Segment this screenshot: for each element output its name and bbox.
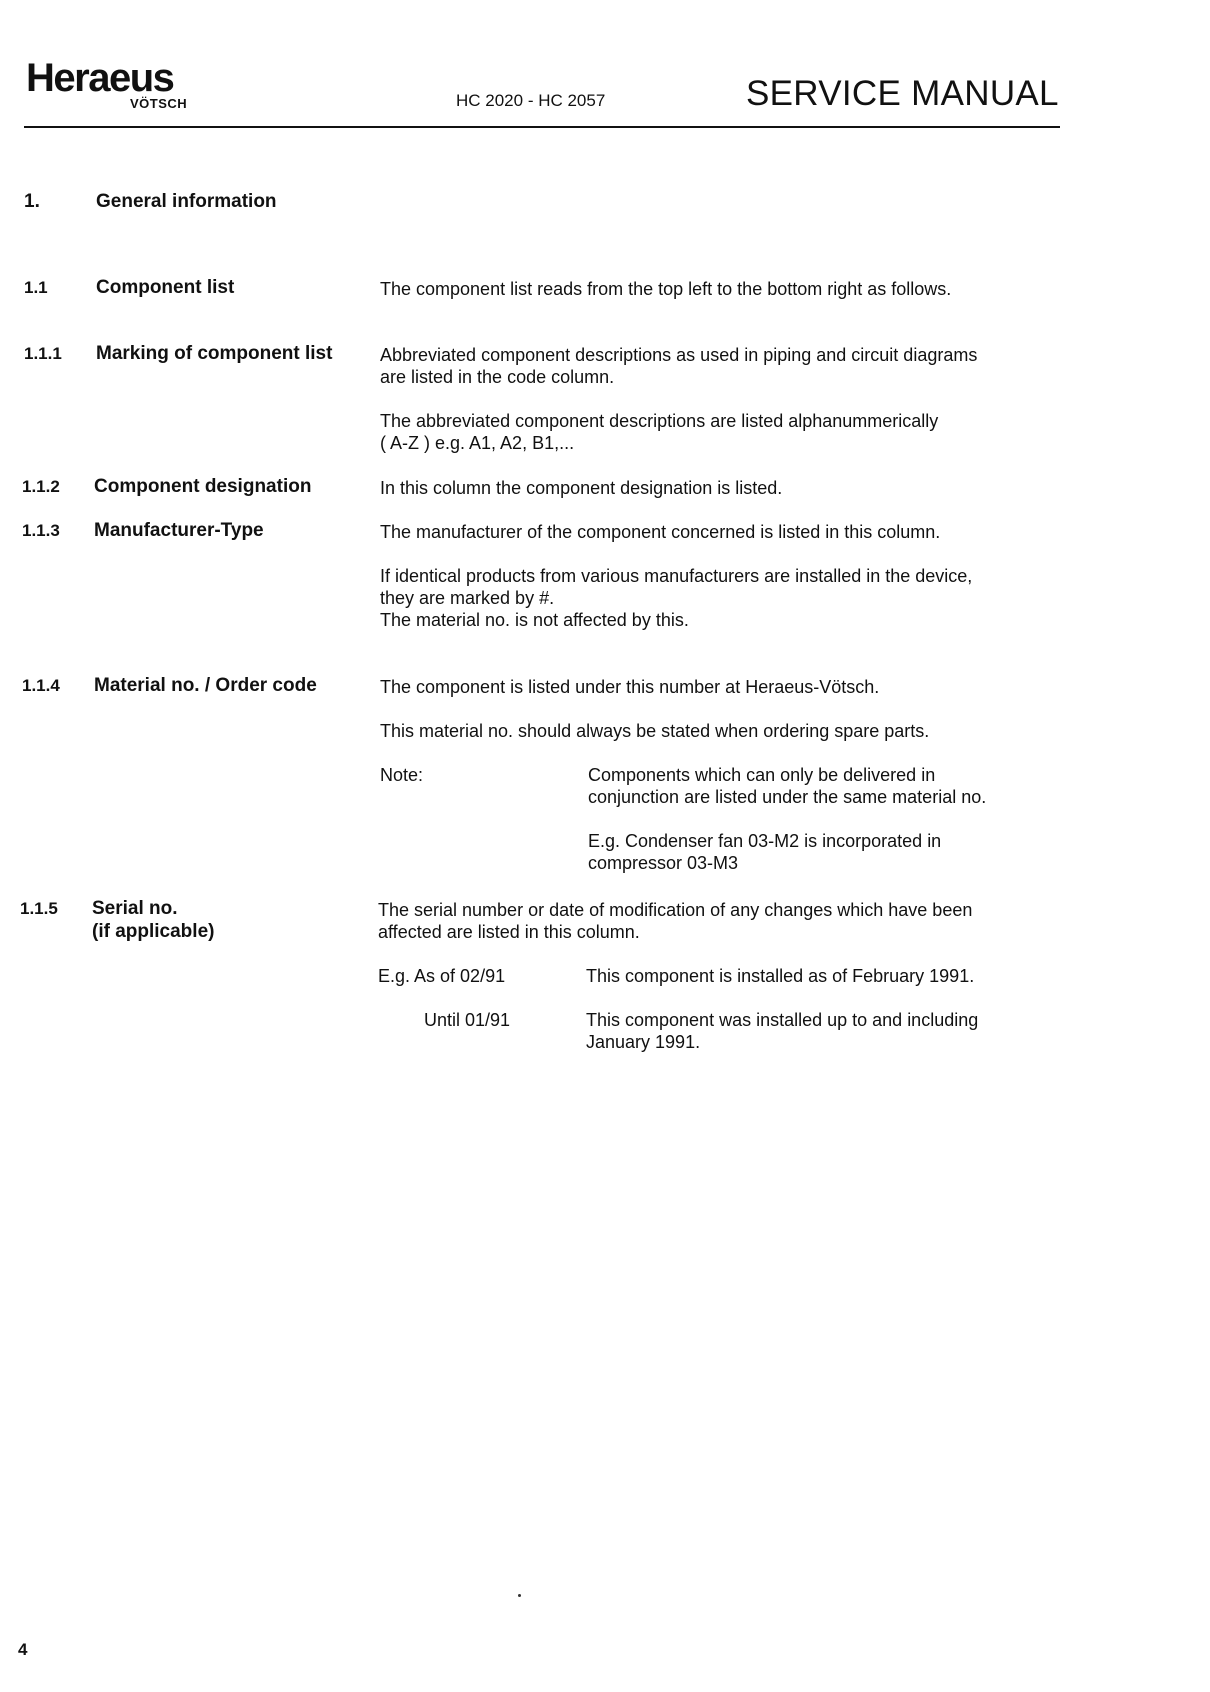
- note-text: conjunction are listed under the same material no.: [588, 787, 987, 807]
- item-text: This material no. should always be stated when ordering spare parts.: [380, 721, 930, 741]
- note-text: Components which can only be delivered in: [588, 765, 936, 785]
- item-title: Serial no.: [92, 898, 178, 919]
- page-number: 4: [18, 1640, 28, 1659]
- manual-title: SERVICE MANUAL: [746, 74, 1059, 113]
- model-range: HC 2020 - HC 2057: [456, 91, 606, 110]
- item-text: The component list reads from the top left to the bottom right as follows.: [380, 279, 952, 299]
- item-number: 1.1.3: [22, 521, 60, 540]
- item-title: Component designation: [94, 476, 312, 497]
- brand-logo: Heraeus: [26, 56, 174, 100]
- item-title: Marking of component list: [96, 343, 333, 364]
- example-text: January 1991.: [586, 1032, 701, 1052]
- item-title: Material no. / Order code: [94, 675, 317, 696]
- item-text: The manufacturer of the component concerned is listed in this column.: [380, 522, 941, 542]
- item-number: 1.1.5: [20, 899, 58, 918]
- note-label: Note:: [380, 765, 424, 785]
- example-text: This component is installed as of February 1991.: [586, 966, 975, 986]
- item-text: affected are listed in this column.: [378, 922, 640, 942]
- item-text: The material no. is not affected by this.: [380, 610, 689, 630]
- item-title-note: (if applicable): [92, 921, 215, 942]
- item-text: ( A-Z ) e.g. A1, A2, B1,...: [380, 433, 575, 453]
- item-title: Manufacturer-Type: [94, 520, 264, 541]
- note-text: compressor 03-M3: [588, 853, 739, 873]
- item-text: If identical products from various manufacturers are installed in the device,: [380, 566, 973, 586]
- header-rule: [24, 126, 1060, 128]
- note-text: E.g. Condenser fan 03-M2 is incorporated in: [588, 831, 942, 851]
- section-title: General information: [96, 191, 277, 212]
- item-number: 1.1.1: [24, 344, 62, 363]
- section-number: 1.: [24, 191, 40, 212]
- scan-speck: [518, 1594, 521, 1597]
- item-text: they are marked by #.: [380, 588, 555, 608]
- item-number: 1.1: [24, 278, 48, 297]
- example-label: E.g. As of 02/91: [378, 966, 506, 986]
- item-text: The serial number or date of modification of any changes which have been: [378, 900, 973, 920]
- item-number: 1.1.4: [22, 676, 60, 695]
- item-title: Component list: [96, 277, 235, 298]
- item-text: are listed in the code column.: [380, 367, 615, 387]
- brand-logo-subtitle: VÖTSCH: [130, 96, 188, 111]
- item-number: 1.1.2: [22, 477, 60, 496]
- example-label: Until 01/91: [424, 1010, 511, 1030]
- item-text: The abbreviated component descriptions are listed alphanummerically: [380, 411, 939, 431]
- item-text: The component is listed under this number at Heraeus-Vötsch.: [380, 677, 880, 697]
- item-text: Abbreviated component descriptions as used in piping and circuit diagrams: [380, 345, 978, 365]
- item-text: In this column the component designation is listed.: [380, 478, 783, 498]
- example-text: This component was installed up to and including: [586, 1010, 979, 1030]
